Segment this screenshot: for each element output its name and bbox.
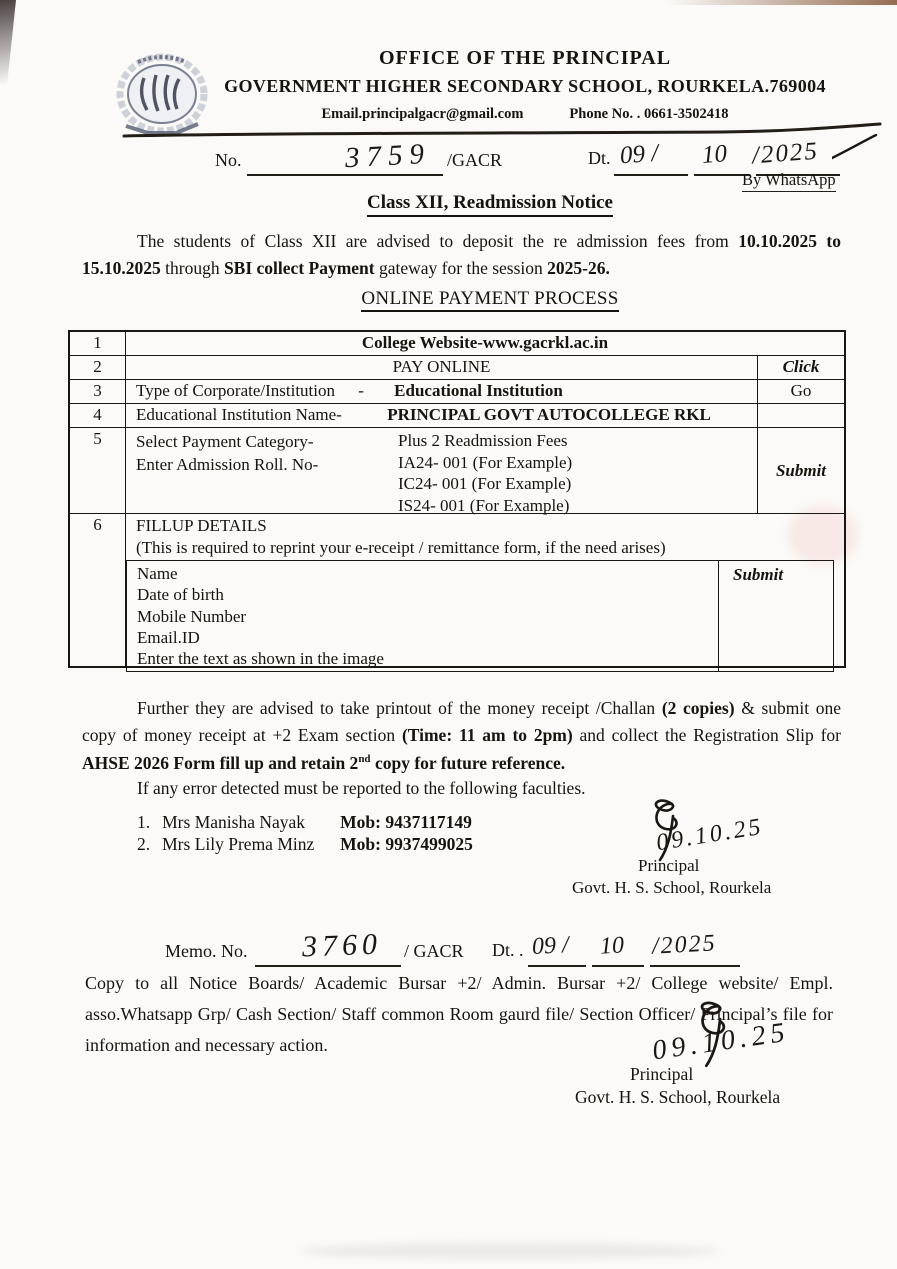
dt-label: Dt. <box>588 148 611 168</box>
instructions-paragraph: Further they are advised to take printout of the money receipt /Challan (2 copies) & submit one copy of money receipt at +2 Exam section (Time: 11 am to 2pm) and collect the Registration Slip for AHSE 2026 Form fill up and retain 2nd copy for future reference. <box>82 698 842 773</box>
row3-value: Educational Institution <box>394 381 563 400</box>
faculty2-name: Mrs Lily Prema Minz <box>162 834 315 854</box>
field-mobile: Mobile Number <box>137 606 247 626</box>
row2-number: 2 <box>70 356 126 379</box>
faculty1-index: 1. <box>137 812 151 832</box>
row5-value-fees: Plus 2 Readmission Fees <box>398 431 568 450</box>
row3-number: 3 <box>70 380 126 403</box>
faculty-row-2 <box>137 834 473 855</box>
row5-number: 5 <box>70 428 126 513</box>
sign2-organisation: Govt. H. S. School, Rourkela <box>575 1087 781 1107</box>
row5-content <box>126 428 757 513</box>
copy-to-paragraph: Copy to all Notice Boards/ Academic Bursar +2/ Admin. Bursar +2/ College website/ Empl. asso.Whatsapp Grp/ Cash Section/ Staff common Room gaurd file/ Section Officer/ Principal’s file for information and necessary action. <box>85 973 833 1055</box>
row3-action-go: Go <box>757 380 844 403</box>
field-dob: Date of birth <box>137 585 224 605</box>
signature-block-1 <box>560 796 850 906</box>
faculty2-index: 2. <box>137 834 151 854</box>
row6-action-submit: Submit <box>718 561 833 671</box>
fillup-fields <box>127 561 718 671</box>
sign2-designation: Principal <box>630 1064 694 1084</box>
memo-dt-label: Dt. . <box>492 940 524 960</box>
memo-suffix: / GACR <box>404 941 464 961</box>
sign1-organisation: Govt. H. S. School, Rourkela <box>572 878 772 897</box>
row5-action-submit: Submit <box>757 428 844 513</box>
row2-text: PAY ONLINE <box>392 357 491 376</box>
fillup-details-box <box>126 560 834 672</box>
notice-title: Class XII, Readmission Notice <box>90 192 890 214</box>
table-row-3 <box>70 379 844 403</box>
no-label: No. <box>215 150 242 170</box>
row6-number: 6 <box>70 514 126 666</box>
table-row-4 <box>70 403 844 427</box>
row4-number: 4 <box>70 404 126 427</box>
row6-title: FILLUP DETAILS <box>136 516 267 535</box>
faculty2-mobile: Mob: 9937499025 <box>340 834 473 854</box>
scan-smudge-bottom <box>300 1243 720 1259</box>
pen-flourish <box>832 134 878 160</box>
row5-label-category: Select Payment Category- <box>136 432 314 451</box>
office-title: OFFICE OF THE PRINCIPAL <box>378 47 672 69</box>
sign2-date-handwritten: 09.10.25 <box>650 1016 792 1067</box>
row3-label: Type of Corporate/Institution <box>136 381 335 400</box>
row3-dash: - <box>358 381 364 400</box>
field-email: Email.ID <box>137 627 200 647</box>
sign1-date-handwritten: 09.10.25 <box>654 813 766 857</box>
memo-dt-year-handwritten: /2025 <box>651 930 718 960</box>
payment-process-table <box>68 330 846 668</box>
row5-values <box>398 430 572 513</box>
row6-content <box>126 514 844 669</box>
row4-label: Educational Institution Name- <box>136 405 342 424</box>
dt-day-handwritten: 09 / <box>619 139 660 170</box>
school-name: GOVERNMENT HIGHER SECONDARY SCHOOL, ROURKELA.769004 <box>224 76 826 96</box>
scan-edge-top-right <box>667 0 897 5</box>
dt-month-handwritten: 10 <box>701 140 728 169</box>
row5-value-ic: IC24- 001 (For Example) <box>398 474 572 493</box>
by-whatsapp-label: By WhatsApp <box>742 170 836 192</box>
signature-block-2 <box>560 998 880 1118</box>
row5-value-ia: IA24- 001 (For Example) <box>398 452 573 472</box>
memo-no-handwritten: 3759 <box>344 137 432 175</box>
faculty-row-1 <box>137 812 472 833</box>
table-row-5 <box>70 427 844 513</box>
row1-text: College Website-www.gacrkl.ac.in <box>361 333 609 352</box>
no-suffix: /GACR <box>447 150 503 170</box>
process-heading: ONLINE PAYMENT PROCESS <box>90 288 890 310</box>
row4-value: PRINCIPAL GOVT AUTOCOLLEGE RKL <box>387 405 711 424</box>
faculty1-name: Mrs Manisha Nayak <box>162 812 306 832</box>
row5-value-is: IS24- 001 (For Example) <box>398 495 570 515</box>
table-row-6 <box>70 513 844 669</box>
email-text: Email.principalgacr@gmail.com <box>321 105 524 122</box>
dt-year-handwritten: /2025 <box>751 137 820 170</box>
row2-action-click: Click <box>757 356 844 379</box>
memo-label: Memo. No. <box>165 941 248 961</box>
row4-action-empty <box>757 404 844 427</box>
row1-number: 1 <box>70 332 126 355</box>
row5-labels <box>126 430 398 513</box>
table-row-2 <box>70 355 844 379</box>
report-line: If any error detected must be reported to the following faculties. <box>137 778 586 798</box>
row5-label-roll: Enter Admission Roll. No- <box>136 455 319 474</box>
memo-no-handwritten: 3760 <box>301 927 383 964</box>
table-row-1 <box>70 332 844 355</box>
scan-smudge-top-left <box>0 0 16 112</box>
sign1-designation: Principal <box>638 856 700 875</box>
memo-dt-day-handwritten: 09 / <box>531 932 570 960</box>
row6-subtitle: (This is required to reprint your e-receipt / remittance form, if the need arises) <box>136 538 666 557</box>
intro-paragraph: The students of Class XII are advised to deposit the re admission fees from 10.10.2025 to 15.10.2025 through SBI collect Payment gateway for the session 2025-26. <box>82 231 842 279</box>
phone-text: Phone No. . 0661-3502418 <box>569 105 729 122</box>
row4-text <box>126 404 757 427</box>
faculty1-mobile: Mob: 9437117149 <box>340 812 472 832</box>
letterhead <box>150 46 897 123</box>
field-captcha: Enter the text as shown in the image <box>137 649 384 669</box>
memo-dt-month-handwritten: 10 <box>599 932 625 960</box>
row3-text <box>126 380 757 403</box>
field-name: Name <box>137 564 178 583</box>
